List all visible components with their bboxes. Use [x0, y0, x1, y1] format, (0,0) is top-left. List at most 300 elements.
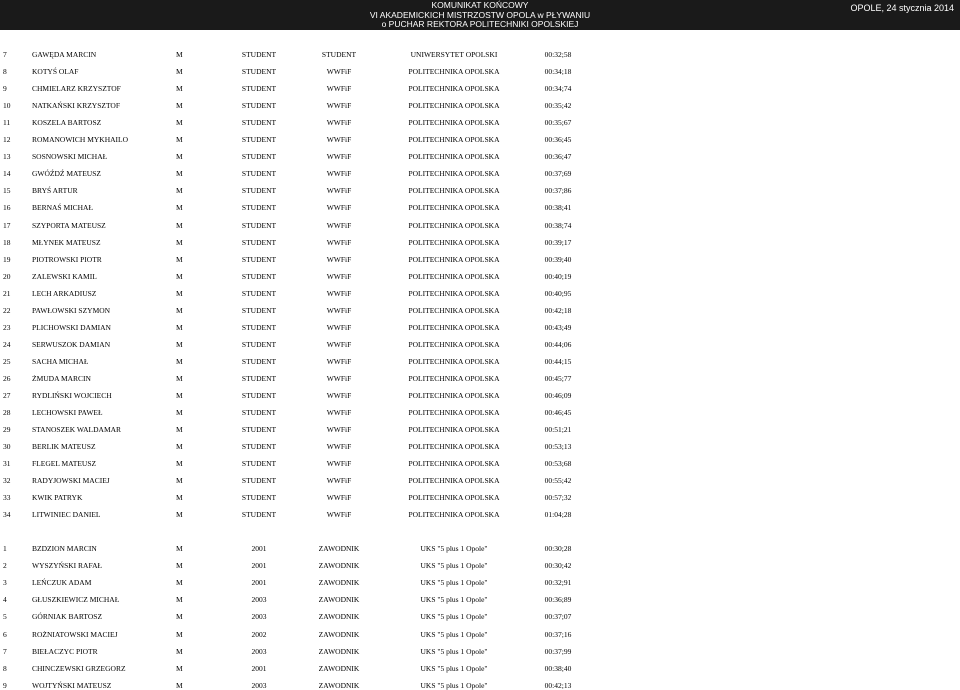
- result-sex: M: [176, 476, 183, 486]
- result-team: POLITECHNIKA OPOLSKA: [408, 459, 500, 469]
- result-time: 00:40;19: [544, 271, 572, 281]
- result-category: STUDENT: [241, 510, 277, 520]
- result-team: POLITECHNIKA OPOLSKA: [408, 408, 500, 418]
- result-category: STUDENT: [241, 203, 277, 213]
- result-name: MŁYNEK MATEUSZ: [32, 237, 101, 247]
- result-name: KOSZELA BARTOSZ: [32, 118, 102, 128]
- result-name: BRYŚ ARTUR: [32, 186, 78, 196]
- result-group: WWFiF: [326, 391, 352, 400]
- result-group: WWFiF: [326, 254, 352, 264]
- result-sex: M: [176, 118, 183, 128]
- result-time: 00:45;77: [544, 373, 572, 383]
- result-sex: M: [176, 612, 183, 622]
- result-category: 2001: [251, 544, 267, 553]
- result-time: 00:46;09: [544, 391, 572, 400]
- result-name: LECH ARKADIUSZ: [32, 288, 97, 298]
- result-team: POLITECHNIKA OPOLSKA: [408, 101, 500, 111]
- result-time: 00:44;15: [544, 356, 572, 366]
- result-group: ZAWODNIK: [318, 561, 360, 571]
- result-group: WWFiF: [326, 84, 352, 94]
- result-sex: M: [176, 203, 183, 213]
- result-group: ZAWODNIK: [318, 595, 360, 605]
- result-time: 00:32;58: [544, 50, 572, 59]
- table-row: [0, 646, 960, 658]
- result-sex: M: [176, 391, 183, 400]
- result-group: WWFiF: [326, 271, 352, 281]
- result-group: WWFiF: [326, 101, 352, 111]
- result-category: STUDENT: [241, 186, 277, 196]
- result-group: WWFiF: [326, 373, 352, 383]
- result-sex: M: [176, 629, 183, 639]
- result-category: STUDENT: [241, 373, 277, 383]
- result-category: STUDENT: [241, 118, 277, 128]
- result-group: WWFiF: [326, 476, 352, 486]
- result-time: 00:35;42: [544, 101, 572, 111]
- result-number: 24: [3, 339, 11, 349]
- table-row: [0, 680, 960, 690]
- result-number: 34: [3, 510, 11, 520]
- result-team: POLITECHNIKA OPOLSKA: [408, 356, 500, 366]
- result-group: ZAWODNIK: [318, 578, 360, 588]
- result-name: SACHA MICHAŁ: [32, 356, 89, 366]
- result-team: UKS "5 plus 1 Opole": [420, 561, 488, 571]
- result-group: WWFiF: [326, 288, 352, 298]
- result-time: 00:36;47: [544, 152, 572, 162]
- result-number: 19: [3, 254, 11, 264]
- result-name: RADYJOWSKI MACIEJ: [32, 476, 110, 486]
- result-sex: M: [176, 288, 183, 298]
- result-time: 00:37;69: [544, 169, 572, 179]
- result-team: UKS "5 plus 1 Opole": [420, 595, 488, 605]
- table-row: [0, 663, 960, 675]
- result-number: 7: [3, 50, 7, 59]
- result-group: WWFiF: [326, 322, 352, 332]
- result-group: WWFiF: [326, 67, 352, 77]
- result-time: 00:46;45: [544, 408, 572, 418]
- result-name: CHINCZEWSKI GRZEGORZ: [32, 663, 126, 673]
- result-name: WOJTYŃSKI MATEUSZ: [32, 680, 112, 690]
- table-row: [0, 151, 960, 163]
- result-sex: M: [176, 169, 183, 179]
- table-row: [0, 339, 960, 351]
- result-number: 23: [3, 322, 11, 332]
- result-group: ZAWODNIK: [318, 544, 360, 553]
- result-name: LECHOWSKI PAWEŁ: [32, 408, 103, 418]
- result-category: 2003: [251, 680, 267, 690]
- result-name: BERLIK MATEUSZ: [32, 442, 96, 452]
- table-row: [0, 49, 960, 61]
- result-name: SZYPORTA MATEUSZ: [32, 220, 106, 230]
- result-sex: M: [176, 186, 183, 196]
- result-category: STUDENT: [241, 152, 277, 162]
- result-category: 2002: [251, 629, 267, 639]
- result-group: WWFiF: [326, 135, 352, 145]
- result-team: POLITECHNIKA OPOLSKA: [408, 425, 500, 435]
- result-time: 00:39;40: [544, 254, 572, 264]
- result-group: WWFiF: [326, 118, 352, 128]
- table-row: [0, 288, 960, 300]
- result-name: GWÓŹDŹ MATEUSZ: [32, 169, 101, 179]
- result-group: ZAWODNIK: [318, 663, 360, 673]
- result-number: 8: [3, 663, 7, 673]
- table-row: [0, 237, 960, 249]
- event-name: VI AKADEMICKICH MISTRZOSTW OPOLA w PŁYWANIU: [369, 9, 591, 20]
- table-row: [0, 202, 960, 214]
- result-group: WWFiF: [326, 203, 352, 213]
- result-group: WWFiF: [326, 356, 352, 366]
- result-name: ZALEWSKI KAMIL: [32, 271, 97, 281]
- result-name: KOTYŚ OLAF: [32, 67, 79, 77]
- result-group: WWFiF: [326, 152, 352, 162]
- table-row: [0, 254, 960, 266]
- table-row: [0, 458, 960, 470]
- result-number: 4: [3, 595, 7, 605]
- result-sex: M: [176, 561, 183, 571]
- result-category: 2001: [251, 578, 267, 588]
- result-name: KWIK PATRYK: [32, 493, 83, 503]
- result-number: 12: [3, 135, 11, 145]
- result-number: 30: [3, 442, 11, 452]
- result-sex: M: [176, 50, 183, 59]
- table-row: [0, 560, 960, 572]
- result-number: 33: [3, 493, 11, 503]
- result-team: UKS "5 plus 1 Opole": [420, 578, 488, 588]
- result-time: 00:37;07: [544, 612, 572, 622]
- result-sex: M: [176, 595, 183, 605]
- result-number: 10: [3, 101, 11, 111]
- report-header: [0, 0, 960, 30]
- result-time: 00:35;67: [544, 118, 572, 128]
- result-team: POLITECHNIKA OPOLSKA: [408, 84, 500, 94]
- result-category: STUDENT: [241, 135, 277, 145]
- result-team: POLITECHNIKA OPOLSKA: [408, 476, 500, 486]
- result-number: 27: [3, 391, 11, 400]
- result-team: POLITECHNIKA OPOLSKA: [408, 67, 500, 77]
- result-name: LEŃCZUK ADAM: [32, 578, 92, 588]
- result-team: POLITECHNIKA OPOLSKA: [408, 135, 500, 145]
- result-team: UKS "5 plus 1 Opole": [420, 629, 488, 639]
- table-row: [0, 492, 960, 504]
- result-group: WWFiF: [326, 442, 352, 452]
- table-row: [0, 611, 960, 623]
- result-team: POLITECHNIKA OPOLSKA: [408, 152, 500, 162]
- table-row: [0, 356, 960, 368]
- result-team: POLITECHNIKA OPOLSKA: [408, 288, 500, 298]
- result-team: POLITECHNIKA OPOLSKA: [408, 339, 500, 349]
- result-sex: M: [176, 544, 183, 553]
- result-category: 2003: [251, 595, 267, 605]
- result-time: 00:40;95: [544, 288, 572, 298]
- table-row: [0, 185, 960, 197]
- result-group: WWFiF: [326, 339, 352, 349]
- table-row: [0, 509, 960, 521]
- result-name: PLICHOWSKI DAMIAN: [32, 322, 111, 332]
- result-time: 00:34;74: [544, 84, 572, 94]
- result-number: 1: [3, 544, 7, 553]
- result-sex: M: [176, 510, 183, 520]
- result-sex: M: [176, 459, 183, 469]
- result-name: LITWINIEC DANIEL: [32, 510, 101, 520]
- result-team: POLITECHNIKA OPOLSKA: [408, 510, 500, 520]
- table-row: [0, 407, 960, 419]
- table-row: [0, 373, 960, 385]
- result-team: UKS "5 plus 1 Opole": [420, 663, 488, 673]
- result-group: WWFiF: [326, 305, 352, 315]
- result-sex: M: [176, 663, 183, 673]
- result-team: UKS "5 plus 1 Opole": [420, 612, 488, 622]
- result-time: 00:30;28: [544, 544, 572, 553]
- result-category: 2003: [251, 646, 267, 656]
- result-sex: M: [176, 356, 183, 366]
- result-group: ZAWODNIK: [318, 680, 360, 690]
- result-team: POLITECHNIKA OPOLSKA: [408, 186, 500, 196]
- result-sex: M: [176, 680, 183, 690]
- result-category: STUDENT: [241, 288, 277, 298]
- result-category: STUDENT: [241, 408, 277, 418]
- table-row: [0, 424, 960, 436]
- result-sex: M: [176, 442, 183, 452]
- table-row: [0, 117, 960, 129]
- result-group: WWFiF: [326, 459, 352, 469]
- result-category: STUDENT: [241, 254, 277, 264]
- result-group: ZAWODNIK: [318, 612, 360, 622]
- result-team: POLITECHNIKA OPOLSKA: [408, 203, 500, 213]
- result-number: 6: [3, 629, 7, 639]
- result-category: STUDENT: [241, 459, 277, 469]
- result-number: 21: [3, 288, 11, 298]
- result-group: WWFiF: [326, 237, 352, 247]
- result-time: 00:38;40: [544, 663, 572, 673]
- result-name: BERNAŚ MICHAŁ: [32, 203, 94, 213]
- result-category: STUDENT: [241, 50, 277, 59]
- result-team: POLITECHNIKA OPOLSKA: [408, 271, 500, 281]
- result-sex: M: [176, 67, 183, 77]
- result-team: POLITECHNIKA OPOLSKA: [408, 493, 500, 503]
- result-group: WWFiF: [326, 186, 352, 196]
- result-time: 01:04;28: [544, 510, 572, 520]
- result-sex: M: [176, 493, 183, 503]
- result-sex: M: [176, 135, 183, 145]
- result-time: 00:42;13: [544, 680, 572, 690]
- result-number: 32: [3, 476, 11, 486]
- result-team: UKS "5 plus 1 Opole": [420, 544, 488, 553]
- result-category: STUDENT: [241, 493, 277, 503]
- result-category: 2003: [251, 612, 267, 622]
- table-row: [0, 66, 960, 78]
- result-sex: M: [176, 271, 183, 281]
- result-time: 00:43;49: [544, 322, 572, 332]
- result-category: 2001: [251, 663, 267, 673]
- result-number: 11: [3, 118, 11, 128]
- result-sex: M: [176, 425, 183, 435]
- result-sex: M: [176, 578, 183, 588]
- event-trophy: o PUCHAR REKTORA POLITECHNIKI OPOLSKIEJ: [381, 19, 579, 29]
- result-sex: M: [176, 305, 183, 315]
- result-category: STUDENT: [241, 322, 277, 332]
- result-number: 8: [3, 67, 7, 77]
- result-time: 00:55;42: [544, 476, 572, 486]
- result-team: UNIWERSYTET OPOLSKI: [410, 50, 498, 59]
- result-category: 2001: [251, 561, 267, 571]
- result-team: POLITECHNIKA OPOLSKA: [408, 220, 500, 230]
- result-time: 00:44;06: [544, 339, 572, 349]
- result-name: SERWUSZOK DAMIAN: [32, 339, 111, 349]
- result-name: BZDZION MARCIN: [32, 544, 97, 553]
- result-group: WWFiF: [326, 408, 352, 418]
- result-number: 20: [3, 271, 11, 281]
- result-category: STUDENT: [241, 476, 277, 486]
- result-number: 14: [3, 169, 11, 179]
- result-team: UKS "5 plus 1 Opole": [420, 646, 488, 656]
- result-group: WWFiF: [326, 493, 352, 503]
- result-time: 00:37;99: [544, 646, 572, 656]
- table-row: [0, 577, 960, 589]
- result-sex: M: [176, 152, 183, 162]
- result-category: STUDENT: [241, 237, 277, 247]
- result-category: STUDENT: [241, 169, 277, 179]
- result-name: GŁUSZKIEWICZ MICHAŁ: [32, 595, 120, 605]
- result-sex: M: [176, 339, 183, 349]
- result-number: 16: [3, 203, 11, 213]
- table-row: [0, 629, 960, 641]
- result-sex: M: [176, 408, 183, 418]
- report-title: KOMUNIKAT KOŃCOWY: [431, 0, 529, 10]
- result-team: POLITECHNIKA OPOLSKA: [408, 118, 500, 128]
- result-name: SOSNOWSKI MICHAŁ: [32, 152, 108, 162]
- result-name: BIEŁACZYC PIOTR: [32, 646, 98, 656]
- table-row: [0, 543, 960, 555]
- table-row: [0, 220, 960, 232]
- result-group: STUDENT: [321, 50, 357, 59]
- result-number: 13: [3, 152, 11, 162]
- table-row: [0, 100, 960, 112]
- result-category: STUDENT: [241, 305, 277, 315]
- result-number: 26: [3, 373, 11, 383]
- result-name: GÓRNIAK BARTOSZ: [32, 612, 103, 622]
- result-group: WWFiF: [326, 510, 352, 520]
- result-time: 00:42;18: [544, 305, 572, 315]
- result-team: POLITECHNIKA OPOLSKA: [408, 169, 500, 179]
- result-number: 9: [3, 84, 7, 94]
- result-group: WWFiF: [326, 220, 352, 230]
- table-row: [0, 594, 960, 606]
- result-name: PAWŁOWSKI SZYMON: [32, 305, 111, 315]
- table-row: [0, 83, 960, 95]
- result-category: STUDENT: [241, 425, 277, 435]
- result-name: FLEGEL MATEUSZ: [32, 459, 97, 469]
- table-row: [0, 271, 960, 283]
- result-sex: M: [176, 646, 183, 656]
- result-team: POLITECHNIKA OPOLSKA: [408, 254, 500, 264]
- result-time: 00:36;45: [544, 135, 572, 145]
- table-row: [0, 441, 960, 453]
- result-category: STUDENT: [241, 84, 277, 94]
- result-sex: M: [176, 101, 183, 111]
- result-time: 00:32;91: [544, 578, 572, 588]
- result-team: POLITECHNIKA OPOLSKA: [408, 237, 500, 247]
- result-number: 28: [3, 408, 11, 418]
- result-sex: M: [176, 373, 183, 383]
- result-team: POLITECHNIKA OPOLSKA: [408, 305, 500, 315]
- result-name: GAWĘDA MARCIN: [32, 50, 97, 59]
- result-category: STUDENT: [241, 391, 277, 400]
- result-category: STUDENT: [241, 101, 277, 111]
- event-date: OPOLE, 24 stycznia 2014: [850, 3, 954, 13]
- table-row: [0, 168, 960, 180]
- result-number: 17: [3, 220, 11, 230]
- result-time: 00:39;17: [544, 237, 572, 247]
- result-category: STUDENT: [241, 356, 277, 366]
- result-time: 00:37;86: [544, 186, 572, 196]
- table-row: [0, 390, 960, 402]
- result-category: STUDENT: [241, 339, 277, 349]
- result-name: RYDLIŃSKI WOJCIECH: [32, 391, 112, 400]
- result-number: 25: [3, 356, 11, 366]
- result-sex: M: [176, 322, 183, 332]
- result-number: 29: [3, 425, 11, 435]
- result-time: 00:53;13: [544, 442, 572, 452]
- result-number: 18: [3, 237, 11, 247]
- result-number: 31: [3, 459, 11, 469]
- result-category: STUDENT: [241, 67, 277, 77]
- result-number: 3: [3, 578, 7, 588]
- table-row: [0, 134, 960, 146]
- result-number: 9: [3, 680, 7, 690]
- result-number: 5: [3, 612, 7, 622]
- table-row: [0, 305, 960, 317]
- result-number: 2: [3, 561, 7, 571]
- result-category: STUDENT: [241, 220, 277, 230]
- result-group: WWFiF: [326, 425, 352, 435]
- result-time: 00:34;18: [544, 67, 572, 77]
- report-title-block: [330, 1, 630, 30]
- result-team: POLITECHNIKA OPOLSKA: [408, 373, 500, 383]
- table-row: [0, 475, 960, 487]
- result-name: ŻMUDA MARCIN: [32, 373, 91, 383]
- result-category: STUDENT: [241, 271, 277, 281]
- result-time: 00:37;16: [544, 629, 572, 639]
- result-sex: M: [176, 254, 183, 264]
- result-name: WYSZYŃSKI RAFAŁ: [32, 561, 103, 571]
- result-team: UKS "5 plus 1 Opole": [420, 680, 488, 690]
- result-group: ZAWODNIK: [318, 629, 360, 639]
- table-row: [0, 322, 960, 334]
- result-group: WWFiF: [326, 169, 352, 179]
- result-name: PIOTROWSKI PIOTR: [32, 254, 102, 264]
- result-time: 00:38;41: [544, 203, 572, 213]
- result-group: ZAWODNIK: [318, 646, 360, 656]
- result-name: STANOSZEK WALDAMAR: [32, 425, 122, 435]
- result-sex: M: [176, 84, 183, 94]
- result-number: 22: [3, 305, 11, 315]
- result-time: 00:53;68: [544, 459, 572, 469]
- result-time: 00:51;21: [544, 425, 572, 435]
- result-time: 00:38;74: [544, 220, 572, 230]
- result-time: 00:36;89: [544, 595, 572, 605]
- result-name: ROŻNIATOWSKI MACIEJ: [32, 629, 118, 639]
- result-number: 15: [3, 186, 11, 196]
- result-number: 7: [3, 646, 7, 656]
- result-name: ROMANOWICH MYKHAILO: [32, 135, 129, 145]
- result-time: 00:57;32: [544, 493, 572, 503]
- result-name: NATKAŃSKI KRZYSZTOF: [32, 101, 120, 111]
- result-sex: M: [176, 220, 183, 230]
- result-sex: M: [176, 237, 183, 247]
- result-team: POLITECHNIKA OPOLSKA: [408, 391, 500, 400]
- result-team: POLITECHNIKA OPOLSKA: [408, 442, 500, 452]
- result-name: CHMIELARZ KRZYSZTOF: [32, 84, 121, 94]
- result-time: 00:30;42: [544, 561, 572, 571]
